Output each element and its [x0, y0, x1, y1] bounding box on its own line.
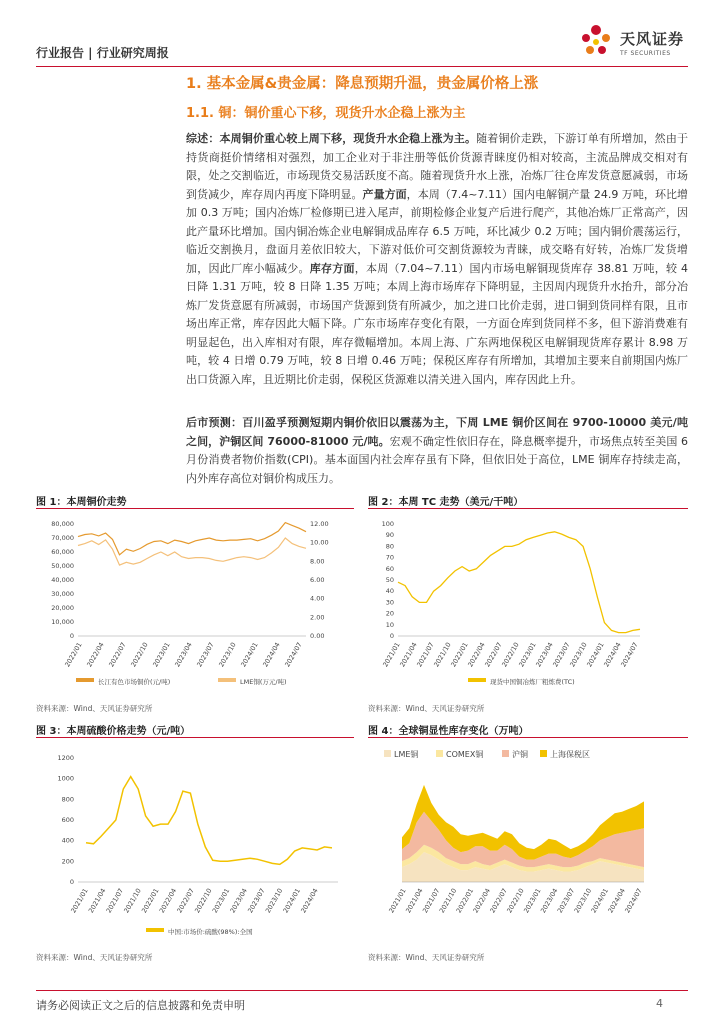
- fig3-title: 图 3：本周硫酸价格走势（元/吨）: [36, 726, 191, 737]
- x-tick-label: 2021/10: [432, 641, 453, 669]
- x-tick-label: 2023/10: [263, 887, 285, 915]
- x-tick-label: 2022/01: [63, 641, 84, 669]
- y-tick-label: 40: [385, 587, 394, 596]
- fig1-chart: [36, 512, 354, 692]
- legend-item-swatch: [76, 678, 94, 682]
- x-tick-label: 2022/10: [129, 641, 150, 669]
- x-tick-label: 2023/01: [151, 641, 172, 669]
- fig2-title: 图 2：本周 TC 走势（美元/干吨）: [368, 497, 524, 508]
- x-tick-label: 2024/04: [606, 887, 627, 915]
- series-line: [86, 777, 332, 865]
- x-tick-label: 2023/01: [522, 887, 543, 915]
- x-tick-label: 2022/07: [107, 641, 128, 669]
- fig3-chart: [36, 742, 354, 942]
- y-left-tick-label: 0: [69, 632, 74, 640]
- y-left-tick-label: 70,000: [51, 534, 74, 542]
- report-type: 行业报告 | 行业研究周报: [36, 46, 169, 60]
- section-heading: 1. 基本金属&贵金属：降息预期升温，贵金属价格上涨: [186, 76, 539, 92]
- x-tick-label: 2021/01: [387, 887, 408, 915]
- x-tick-label: 2023/01: [517, 641, 538, 669]
- y-right-tick-label: 0.00: [310, 632, 325, 640]
- y-left-tick-label: 50,000: [51, 562, 74, 570]
- header-divider: [36, 66, 688, 67]
- footer-divider: [36, 990, 688, 991]
- y-right-tick-label: 12.00: [310, 520, 329, 528]
- x-tick-label: 2023/07: [555, 887, 577, 915]
- fig4-divider: [368, 737, 688, 738]
- legend-item: 现货中国铜冶炼厂粗炼费(TC): [490, 678, 575, 686]
- page-number: 4: [656, 997, 663, 1010]
- legend-swatch: [436, 750, 443, 757]
- y-left-tick-label: 60,000: [51, 548, 74, 556]
- x-tick-label: 2023/10: [568, 641, 589, 669]
- x-tick-label: 2024/07: [623, 887, 644, 915]
- para1-seg: 库存方面: [309, 261, 355, 275]
- logo-text-en: TF SECURITIES: [620, 50, 671, 57]
- legend-item: LME铜(万元/吨): [240, 678, 287, 686]
- y-tick-label: 100: [381, 520, 394, 528]
- y-tick-label: 20: [385, 609, 394, 618]
- x-tick-label: 2022/07: [175, 887, 196, 915]
- x-tick-label: 2024/01: [589, 887, 611, 915]
- tf-logo-icon: [574, 20, 618, 64]
- fig1-title: 图 1：本周铜价走势: [36, 497, 127, 508]
- fig2-chart: [368, 512, 688, 692]
- x-tick-label: 2024/04: [299, 887, 320, 915]
- x-tick-label: 2021/10: [437, 887, 459, 915]
- x-tick-label: 2021/07: [415, 641, 436, 669]
- legend-item-swatch: [468, 678, 486, 682]
- brand-logo: [574, 20, 704, 64]
- legend-item-swatch: [146, 928, 164, 932]
- x-tick-label: 2022/04: [157, 887, 179, 915]
- x-tick-label: 2022/10: [193, 887, 214, 915]
- fig2-source: 资料来源：Wind、天风证券研究所: [368, 704, 485, 713]
- x-tick-label: 2022/04: [466, 641, 487, 669]
- y-right-tick-label: 8.00: [310, 557, 325, 566]
- x-tick-label: 2023/07: [551, 641, 572, 669]
- x-tick-label: 2023/10: [572, 887, 594, 915]
- y-tick-label: 1000: [57, 774, 74, 783]
- y-tick-label: 200: [61, 857, 74, 866]
- x-tick-label: 2023/04: [534, 641, 555, 669]
- fig1-source: 资料来源：Wind、天风证券研究所: [36, 704, 153, 713]
- x-tick-label: 2024/07: [283, 641, 304, 669]
- y-tick-label: 0: [389, 632, 394, 640]
- x-tick-label: 2021/04: [398, 641, 419, 669]
- fig4-source: 资料来源：Wind、天风证券研究所: [368, 953, 485, 962]
- y-tick-label: 50: [385, 576, 394, 584]
- y-left-tick-label: 20,000: [51, 604, 74, 612]
- series-line: [398, 532, 640, 633]
- fig4-title: 图 4：全球铜显性库存变化（万吨）: [368, 726, 529, 737]
- fig2-divider: [368, 508, 688, 509]
- fig3-divider: [36, 737, 354, 738]
- forecast-paragraph: [186, 414, 688, 488]
- y-tick-label: 10: [385, 620, 394, 629]
- x-tick-label: 2024/04: [602, 641, 623, 669]
- para2-seg: 宏观不确定性依旧存在，降息概率提升，市场焦点转至美国 6 月份消费者物价指数(CPI)。基本面国内社会库存虽有下降，但依旧处于高位，LME 铜库存持续走高，内外库存高位对铜价构成压力。: [186, 434, 689, 485]
- x-tick-label: 2023/01: [210, 887, 232, 915]
- legend-item: COMEX铜: [446, 750, 484, 759]
- x-tick-label: 2023/07: [195, 641, 216, 669]
- x-tick-label: 2023/04: [228, 887, 249, 915]
- y-tick-label: 30: [385, 598, 394, 607]
- x-tick-label: 2022/01: [449, 641, 470, 669]
- legend-item: 沪铜: [512, 750, 528, 759]
- subsection-heading: 1.1. 铜：铜价重心下移，现货升水企稳上涨为主: [186, 106, 466, 121]
- x-tick-label: 2024/01: [239, 641, 260, 669]
- para1-seg: 产量方面: [362, 187, 407, 201]
- x-tick-label: 2021/01: [381, 641, 402, 669]
- y-right-tick-label: 2.00: [310, 613, 325, 622]
- x-tick-label: 2024/01: [281, 887, 303, 915]
- x-tick-label: 2022/07: [488, 887, 509, 915]
- x-tick-label: 2021/04: [404, 887, 425, 915]
- para1-seg: ，本周（7.04~7.11）国内市场电解铜现货库存 38.81 万吨，较 4 日降 1.31 万吨，较 8 日降 1.35 万吨；本周上海市场库存下降明显，主因周内现货升水抬升，部分冶炼厂发货意愿有所减弱，市场国产货源到货有所减少，加之进口比价走弱，进口铜到货同样有限，且市场出库正常，库存因此大幅下降。广东市场库存变化有限，一方面仓库到货同样不多，但下游消费难有明显起色，出入库相对有限，库存微幅增加。本周上海、广东两地保税区电解铜现货库存累计 8.98 万吨，较 4 日增 0.79 万吨，较 8 日增 0.46 万吨；保税区库存有所增加，其增加主要来自前期国内炼厂出口货源入库，且近期比价走弱，保税区货源难以清关进入国内，库存因此上升。: [186, 261, 689, 386]
- x-tick-label: 2021/10: [122, 887, 143, 915]
- legend-swatch: [502, 750, 509, 757]
- logo-text-cn: 天风证券: [620, 30, 685, 48]
- x-tick-label: 2024/04: [261, 641, 282, 669]
- fig3-source: 资料来源：Wind、天风证券研究所: [36, 953, 153, 962]
- y-tick-label: 90: [385, 531, 394, 540]
- y-right-tick-label: 10.00: [310, 538, 329, 547]
- x-tick-label: 2022/10: [505, 887, 526, 915]
- y-tick-label: 800: [61, 795, 74, 804]
- fig4-chart: [368, 742, 688, 942]
- legend-item: LME铜: [394, 750, 419, 759]
- y-left-tick-label: 30,000: [51, 590, 74, 598]
- x-tick-label: 2024/07: [619, 641, 640, 669]
- x-tick-label: 2021/01: [69, 887, 90, 915]
- para1-seg: ，本周（7.4~7.11）国内电解铜产量 24.9 万吨，环比增加 0.3 万吨；国内冶炼厂检修期已进入尾声，前期检修企业复产后进行爬产，其他冶炼厂正常高产，因此产量环比增加。国内铜冶炼企业电解铜成品库存 6.5 万吨，环比减少 0.2 万吨；国内铜价震荡运行，临近交割换月，盘面月差依旧较大，下游对低价可交割货源较为青睐，成交略有好转，冶炼厂发货增加，因此厂库小幅减少。: [186, 187, 689, 275]
- y-tick-label: 0: [69, 878, 74, 886]
- para1-seg: 随着铜价走跌，下游订单有所增加，然由于持货商挺价情绪相对强烈，加工企业对于非注册等低价货源青睐度仍相对较高，主流品牌成交相对有限，处之交割临近，市场现货交易活跃度不高。随着现货升水上涨，冶炼厂往仓库发货意愿减弱，市场到货减少，库存周内再度下降明显。: [186, 132, 689, 201]
- x-tick-label: 2022/10: [500, 641, 521, 669]
- legend-swatch: [540, 750, 547, 757]
- x-tick-label: 2022/01: [454, 887, 476, 915]
- y-tick-label: 60: [385, 564, 394, 573]
- x-tick-label: 2021/07: [104, 887, 126, 915]
- y-tick-label: 1200: [57, 754, 74, 762]
- y-tick-label: 600: [61, 816, 74, 824]
- y-right-tick-label: 6.00: [310, 576, 325, 584]
- para2-seg: 后市预测：百川盈孚预测短期内铜价依旧以震荡为主，下周 LME 铜价区间在 9700-10000 美元/吨之间，沪铜区间 76000-81000 元/吨。: [186, 416, 688, 448]
- para1-seg: 综述：本周铜价重心较上周下移，现货升水企稳上涨为主。: [186, 132, 477, 145]
- x-tick-label: 2023/07: [246, 887, 267, 915]
- fig1-divider: [36, 508, 354, 509]
- y-left-tick-label: 40,000: [51, 576, 74, 584]
- legend-swatch: [384, 750, 391, 757]
- x-tick-label: 2021/07: [421, 887, 442, 915]
- legend-item: 上海保税区: [550, 750, 590, 759]
- y-tick-label: 400: [61, 836, 74, 845]
- disclaimer: 请务必阅读正文之后的信息披露和免责申明: [36, 999, 245, 1012]
- y-right-tick-label: 4.00: [310, 594, 325, 603]
- y-tick-label: 70: [385, 553, 394, 562]
- legend-item: 长江有色市场铜价(元/吨): [98, 678, 171, 686]
- y-left-tick-label: 10,000: [51, 618, 74, 626]
- x-tick-label: 2023/04: [539, 887, 560, 915]
- summary-paragraph: [186, 130, 688, 389]
- legend-item-swatch: [218, 678, 236, 682]
- x-tick-label: 2022/01: [140, 887, 161, 915]
- x-tick-label: 2022/04: [471, 887, 493, 915]
- y-tick-label: 80: [385, 542, 394, 551]
- x-tick-label: 2023/04: [173, 641, 194, 669]
- y-left-tick-label: 80,000: [51, 520, 74, 528]
- x-tick-label: 2021/04: [86, 887, 108, 915]
- x-tick-label: 2022/07: [483, 641, 504, 669]
- x-tick-label: 2023/10: [217, 641, 238, 669]
- x-tick-label: 2022/04: [85, 641, 106, 669]
- legend-item: 中国:市场价:硫酸(98%):全国: [168, 928, 253, 936]
- x-tick-label: 2024/01: [585, 641, 606, 669]
